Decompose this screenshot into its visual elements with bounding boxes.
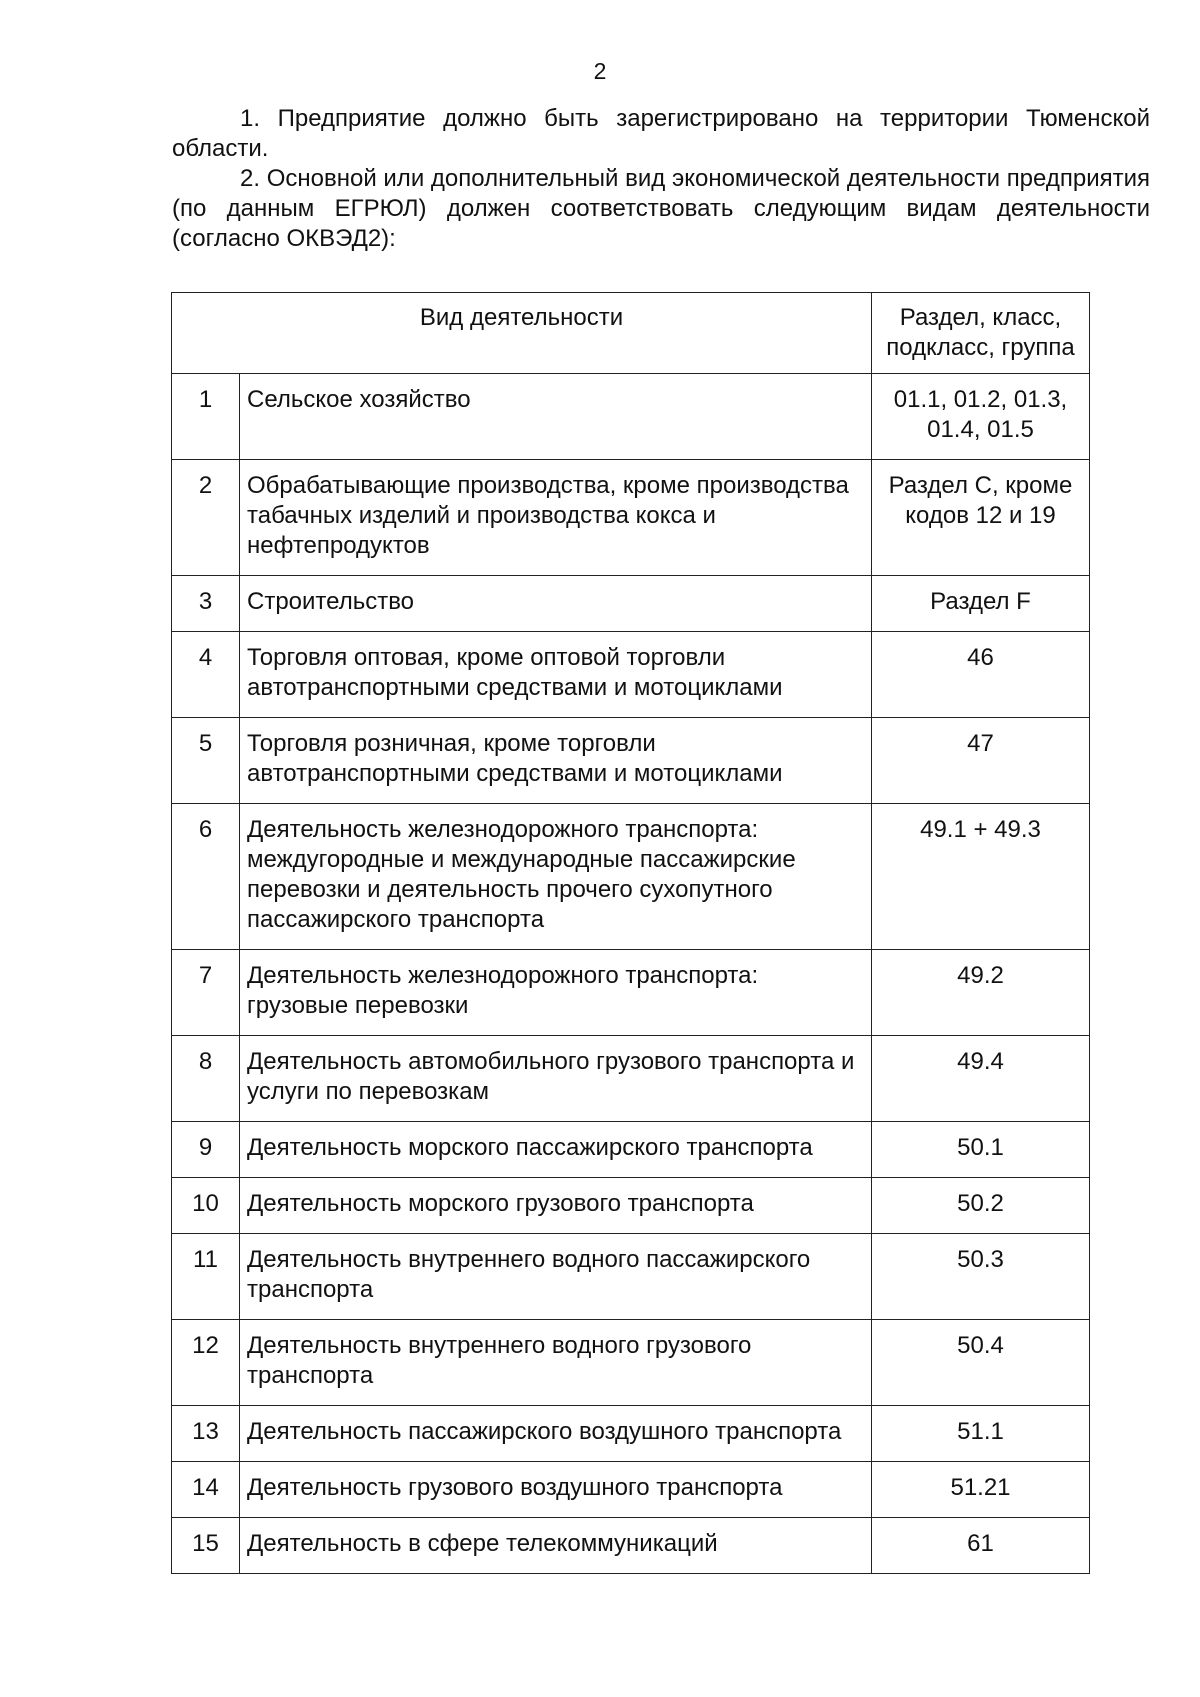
table-row <box>172 950 1090 1036</box>
table-row <box>172 1518 1090 1574</box>
activity-name: Деятельность пассажирского воздушного транспорта <box>240 1406 872 1462</box>
row-number: 1 <box>172 374 240 460</box>
activity-name: Деятельность железнодорожного транспорта: междугородные и международные пассажирские перевозки и деятельность прочего сухопутного пассажирского транспорта <box>240 804 872 950</box>
activity-name: Обрабатывающие производства, кроме производства табачных изделий и производства кокса и нефтепродуктов <box>240 460 872 576</box>
activity-name: Строительство <box>240 576 872 632</box>
okved-code: Раздел F <box>872 576 1090 632</box>
row-number: 4 <box>172 632 240 718</box>
okved-code: 49.2 <box>872 950 1090 1036</box>
row-number: 3 <box>172 576 240 632</box>
activity-name: Деятельность в сфере телекоммуникаций <box>240 1518 872 1574</box>
activity-name: Деятельность внутреннего водного пассажирского транспорта <box>240 1234 872 1320</box>
row-number: 10 <box>172 1178 240 1234</box>
activity-name: Деятельность грузового воздушного транспорта <box>240 1462 872 1518</box>
okved-code: 61 <box>872 1518 1090 1574</box>
okved-code: 51.1 <box>872 1406 1090 1462</box>
row-number: 13 <box>172 1406 240 1462</box>
okved-code: 46 <box>872 632 1090 718</box>
okved-code: 01.1, 01.2, 01.3, 01.4, 01.5 <box>872 374 1090 460</box>
table-row <box>172 1178 1090 1234</box>
table-row <box>172 1122 1090 1178</box>
okved-code: 50.1 <box>872 1122 1090 1178</box>
activity-name: Деятельность морского пассажирского транспорта <box>240 1122 872 1178</box>
activity-name: Деятельность автомобильного грузового транспорта и услуги по перевозкам <box>240 1036 872 1122</box>
table-row <box>172 1320 1090 1406</box>
table-row <box>172 1036 1090 1122</box>
row-number: 14 <box>172 1462 240 1518</box>
intro-text <box>172 104 1150 254</box>
okved-code: 47 <box>872 718 1090 804</box>
intro-paragraph-2: 2. Основной или дополнительный вид экономической деятельности предприятия (по данным ЕГРЮЛ) должен соответствовать следующим видам деятельности (согласно ОКВЭД2): <box>172 165 1150 252</box>
okved-code: 50.4 <box>872 1320 1090 1406</box>
okved-code: 51.21 <box>872 1462 1090 1518</box>
table-row <box>172 1234 1090 1320</box>
table-row <box>172 460 1090 576</box>
okved-code: 49.1 + 49.3 <box>872 804 1090 950</box>
activity-name: Деятельность внутреннего водного грузового транспорта <box>240 1320 872 1406</box>
activity-name: Сельское хозяйство <box>240 374 872 460</box>
row-number: 8 <box>172 1036 240 1122</box>
header-code: Раздел, класс, подкласс, группа <box>872 293 1090 374</box>
header-activity: Вид деятельности <box>172 293 872 374</box>
row-number: 9 <box>172 1122 240 1178</box>
table-row <box>172 632 1090 718</box>
okved-code: 50.3 <box>872 1234 1090 1320</box>
table-row <box>172 804 1090 950</box>
table-header-row <box>172 293 1090 374</box>
activity-table <box>171 292 1090 1574</box>
table-row <box>172 374 1090 460</box>
row-number: 6 <box>172 804 240 950</box>
table-row <box>172 1462 1090 1518</box>
table-row <box>172 576 1090 632</box>
activity-name: Торговля оптовая, кроме оптовой торговли автотранспортными средствами и мотоциклами <box>240 632 872 718</box>
table-row <box>172 718 1090 804</box>
row-number: 12 <box>172 1320 240 1406</box>
okved-code: 50.2 <box>872 1178 1090 1234</box>
row-number: 7 <box>172 950 240 1036</box>
row-number: 2 <box>172 460 240 576</box>
intro-paragraph-1: 1. Предприятие должно быть зарегистрировано на территории Тюменской области. <box>172 105 1150 162</box>
activity-name: Деятельность морского грузового транспорта <box>240 1178 872 1234</box>
row-number: 11 <box>172 1234 240 1320</box>
table-body <box>172 374 1090 1574</box>
okved-code: 49.4 <box>872 1036 1090 1122</box>
okved-code: Раздел С, кроме кодов 12 и 19 <box>872 460 1090 576</box>
activity-name: Деятельность железнодорожного транспорта: грузовые перевозки <box>240 950 872 1036</box>
row-number: 15 <box>172 1518 240 1574</box>
activity-name: Торговля розничная, кроме торговли автотранспортными средствами и мотоциклами <box>240 718 872 804</box>
table-row <box>172 1406 1090 1462</box>
row-number: 5 <box>172 718 240 804</box>
page-number: 2 <box>593 58 607 84</box>
